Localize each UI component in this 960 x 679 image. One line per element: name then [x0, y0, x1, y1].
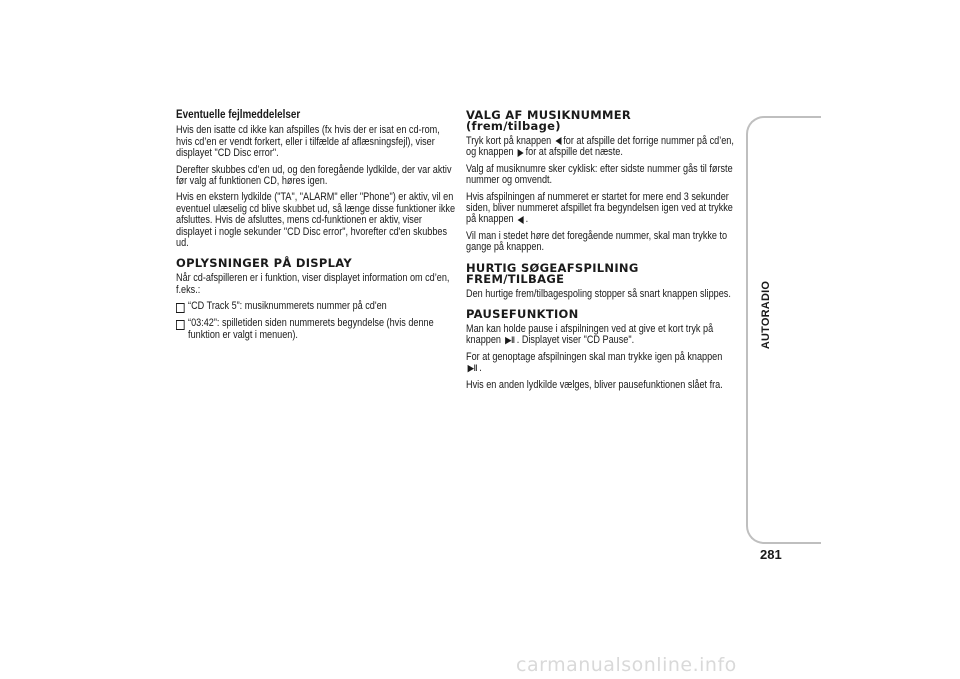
list-item-text: “CD Track 5”: musiknummerets nummer på cd'en	[188, 300, 387, 313]
section-label-text: AUTORADIO	[760, 280, 772, 350]
prev-track-icon	[518, 216, 524, 224]
heading-display-info: OPLYSNINGER PÅ DISPLAY	[176, 256, 352, 271]
paragraph: Valg af musiknumre sker cyklisk: efter sidste nummer gås til første nummer og omvendt.	[466, 162, 733, 187]
paragraph: Når cd-afspilleren er i funktion, viser displayet information om cd’en, f.eks.:	[176, 272, 450, 296]
prev-track-icon	[556, 137, 562, 145]
text-run: .	[525, 213, 529, 226]
left-column	[176, 110, 456, 346]
text-run: for at afspille det forrige nummer på cd’en, og knappen	[466, 135, 734, 159]
paragraph	[466, 352, 740, 375]
play-pause-icon: ▶‖	[467, 363, 478, 374]
paragraph	[466, 136, 740, 159]
heading-line: (frem/tilbage)	[466, 119, 561, 133]
list-item-text: “03:42”: spilletiden siden nummerets begyndelse (hvis denne funktion er valgt i menuen).	[188, 317, 434, 341]
heading-pause: PAUSEFUNKTION	[466, 307, 579, 322]
paragraph: Hvis den isatte cd ikke kan afspilles (fx hvis der er isat en cd-rom, hvis cd’en er vendt forkert, eller i tilfælde af aflæsningsfejl), viser displayet "CD Disc error".	[176, 124, 440, 160]
paragraph: Vil man i stedet høre det foregående nummer, skal man trykke to gange på knappen.	[466, 229, 728, 254]
paragraph: Hvis en anden lydkilde vælges, bliver pausefunktionen slået fra.	[466, 378, 723, 391]
watermark: carmanualsonline.info	[516, 654, 737, 676]
paragraph	[466, 192, 740, 226]
text-run: for at afspille det næste.	[525, 146, 623, 159]
heading-line: HURTIG SØGEAFSPILNING	[466, 260, 639, 275]
section-label	[755, 265, 777, 365]
text-run: . Displayet viser "CD Pause".	[516, 334, 635, 347]
paragraph: Den hurtige frem/tilbagespoling stopper så snart knappen slippes.	[466, 287, 731, 300]
text-run: Tryk kort på knappen	[466, 135, 552, 147]
text-run: Hvis afspilningen af nummeret er startet for mere end 3 sekunder siden, bliver nummeret afspillet fra begyndelsen igen ved at trykke på knappen	[466, 190, 733, 226]
text-run: Man kan holde pause i afspilningen ved at give et kort tryk på knappen	[466, 323, 714, 347]
subtitle-error-messages: Eventuelle fejlmeddelelser	[176, 109, 301, 121]
paragraph: Derefter skubbes cd’en ud, og den foregående lydkilde, der var aktiv før valg af funktionen CD, høres igen.	[176, 163, 452, 188]
list-item	[176, 318, 455, 341]
paragraph: Hvis en ekstern lydkilde ("TA", "ALARM" eller "Phone") er aktiv, vil en eventuel ulæselig cd blive skubbet ud, så længe disse funktioner ikke afsluttes. Hvis de afsluttes, mens cd-funktionen er aktiv, viser displayet i nogle sekunder "CD Disc error", hvorefter cd'en skubbes ud.	[176, 191, 456, 250]
list-item	[176, 301, 455, 313]
checkbox-bullet-icon	[176, 320, 185, 330]
heading-line: VALG AF MUSIKNUMMER	[466, 108, 632, 122]
text-run: For at genoptage afspilningen skal man trykke igen på knappen	[466, 350, 723, 363]
heading-line: FREM/TILBAGE	[466, 271, 565, 286]
next-track-icon	[518, 149, 524, 157]
text-run: .	[479, 362, 482, 375]
right-column	[466, 110, 741, 396]
heading-track-selection	[466, 110, 741, 132]
page-number: 281	[760, 547, 782, 562]
checkbox-bullet-icon	[176, 303, 185, 313]
play-pause-icon: ▶‖	[505, 335, 516, 346]
paragraph	[466, 324, 740, 347]
heading-fast-search	[466, 260, 741, 286]
